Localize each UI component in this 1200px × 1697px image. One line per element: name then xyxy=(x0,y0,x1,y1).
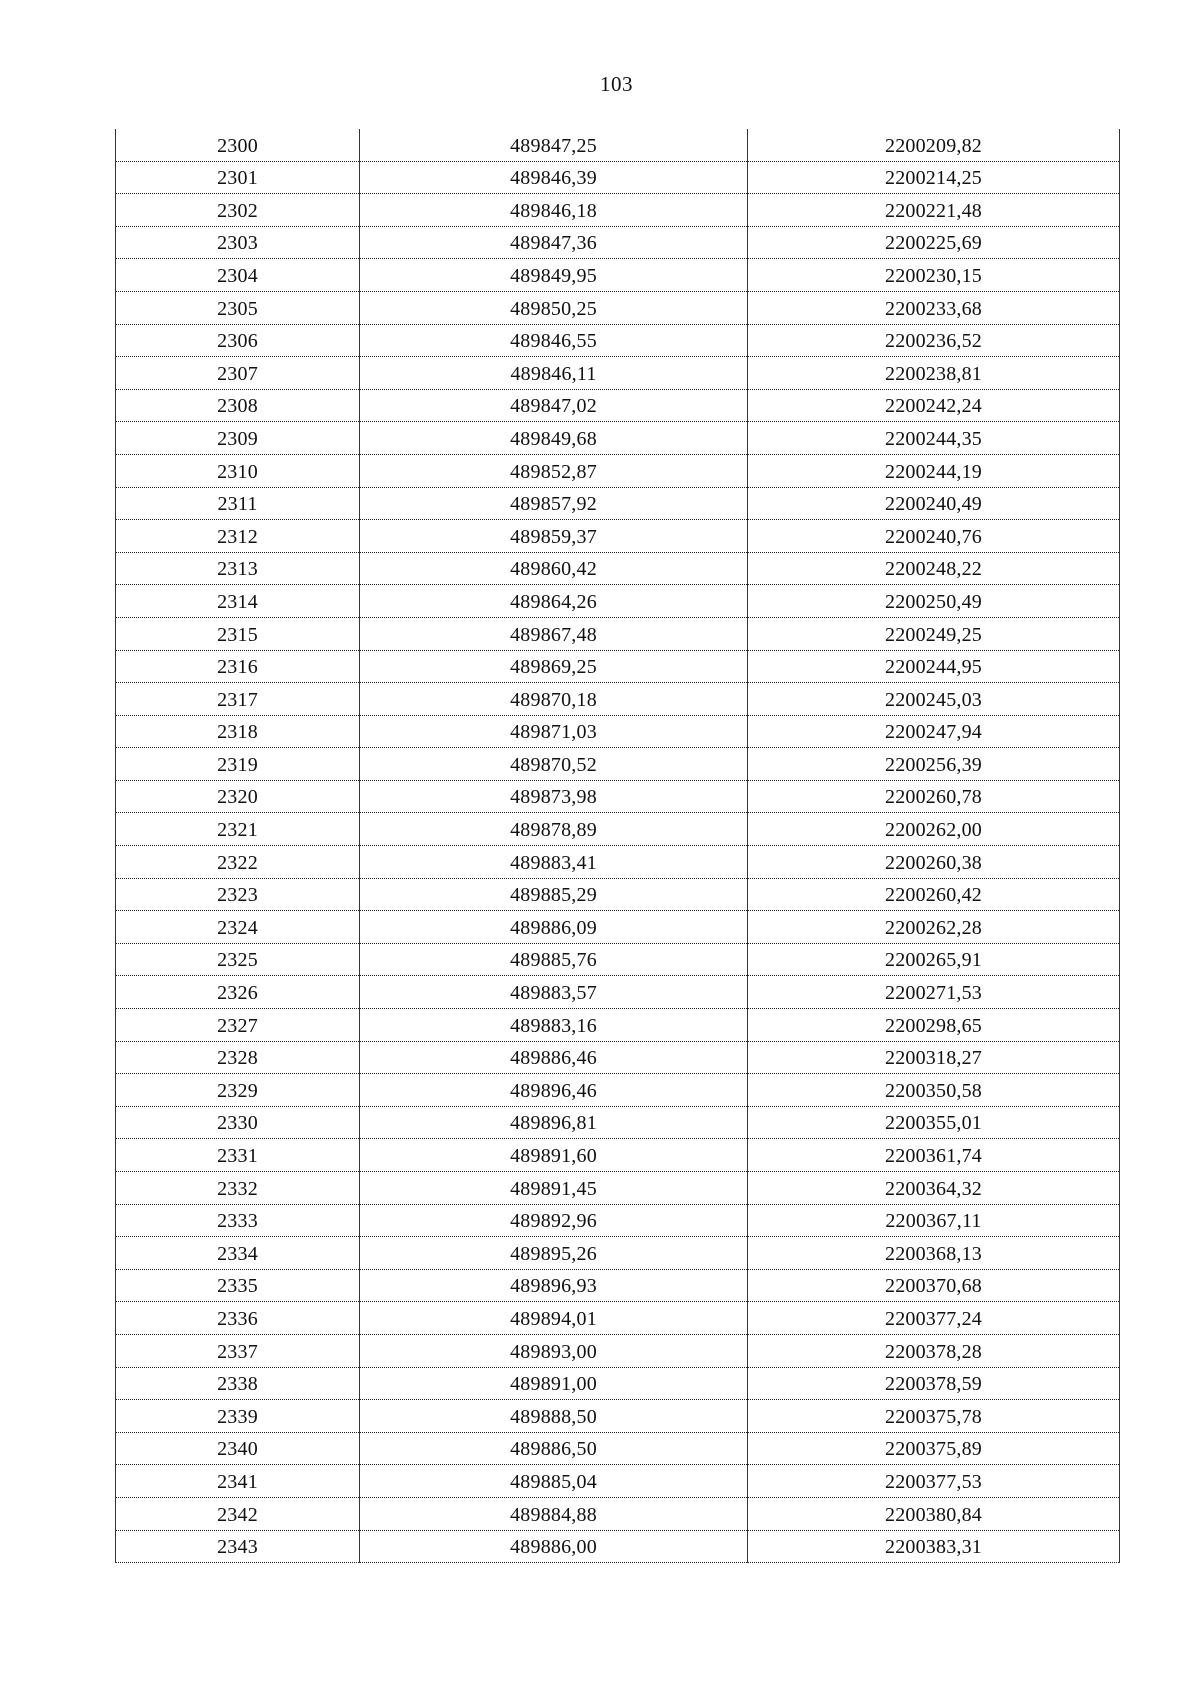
table-row xyxy=(116,454,1120,487)
y-coordinate-cell: 2200378,59 xyxy=(748,1367,1120,1400)
y-coordinate-cell: 2200249,25 xyxy=(748,617,1120,650)
point-number-cell: 2301 xyxy=(116,161,360,194)
x-coordinate-cell: 489878,89 xyxy=(360,813,748,846)
point-number-cell: 2331 xyxy=(116,1139,360,1172)
point-number-cell: 2330 xyxy=(116,1106,360,1139)
table-row xyxy=(116,1432,1120,1465)
x-coordinate-cell: 489850,25 xyxy=(360,291,748,324)
table-row xyxy=(116,161,1120,194)
y-coordinate-cell: 2200247,94 xyxy=(748,715,1120,748)
table-row xyxy=(116,259,1120,292)
x-coordinate-cell: 489896,93 xyxy=(360,1269,748,1302)
y-coordinate-cell: 2200375,89 xyxy=(748,1432,1120,1465)
y-coordinate-cell: 2200260,78 xyxy=(748,780,1120,813)
point-number-cell: 2324 xyxy=(116,911,360,944)
point-number-cell: 2341 xyxy=(116,1465,360,1498)
table-row xyxy=(116,813,1120,846)
point-number-cell: 2302 xyxy=(116,194,360,227)
table-row xyxy=(116,1074,1120,1107)
point-number-cell: 2329 xyxy=(116,1074,360,1107)
x-coordinate-cell: 489888,50 xyxy=(360,1400,748,1433)
y-coordinate-cell: 2200233,68 xyxy=(748,291,1120,324)
y-coordinate-cell: 2200244,95 xyxy=(748,650,1120,683)
x-coordinate-cell: 489860,42 xyxy=(360,552,748,585)
y-coordinate-cell: 2200380,84 xyxy=(748,1497,1120,1530)
x-coordinate-cell: 489891,45 xyxy=(360,1172,748,1205)
point-number-cell: 2332 xyxy=(116,1172,360,1205)
y-coordinate-cell: 2200383,31 xyxy=(748,1530,1120,1563)
x-coordinate-cell: 489886,50 xyxy=(360,1432,748,1465)
x-coordinate-cell: 489885,29 xyxy=(360,878,748,911)
point-number-cell: 2342 xyxy=(116,1497,360,1530)
y-coordinate-cell: 2200378,28 xyxy=(748,1334,1120,1367)
point-number-cell: 2306 xyxy=(116,324,360,357)
point-number-cell: 2303 xyxy=(116,226,360,259)
coordinates-table-body xyxy=(116,129,1120,1563)
x-coordinate-cell: 489891,00 xyxy=(360,1367,748,1400)
y-coordinate-cell: 2200244,35 xyxy=(748,422,1120,455)
y-coordinate-cell: 2200375,78 xyxy=(748,1400,1120,1433)
x-coordinate-cell: 489857,92 xyxy=(360,487,748,520)
table-row xyxy=(116,129,1120,161)
table-row xyxy=(116,1497,1120,1530)
y-coordinate-cell: 2200236,52 xyxy=(748,324,1120,357)
x-coordinate-cell: 489849,68 xyxy=(360,422,748,455)
table-row xyxy=(116,324,1120,357)
table-row xyxy=(116,1367,1120,1400)
x-coordinate-cell: 489893,00 xyxy=(360,1334,748,1367)
x-coordinate-cell: 489870,52 xyxy=(360,748,748,781)
x-coordinate-cell: 489871,03 xyxy=(360,715,748,748)
x-coordinate-cell: 489847,02 xyxy=(360,389,748,422)
point-number-cell: 2310 xyxy=(116,454,360,487)
table-row xyxy=(116,585,1120,618)
x-coordinate-cell: 489847,36 xyxy=(360,226,748,259)
point-number-cell: 2327 xyxy=(116,1009,360,1042)
x-coordinate-cell: 489892,96 xyxy=(360,1204,748,1237)
x-coordinate-cell: 489847,25 xyxy=(360,129,748,161)
table-row xyxy=(116,552,1120,585)
x-coordinate-cell: 489846,39 xyxy=(360,161,748,194)
table-row xyxy=(116,1106,1120,1139)
y-coordinate-cell: 2200240,49 xyxy=(748,487,1120,520)
x-coordinate-cell: 489846,11 xyxy=(360,357,748,390)
point-number-cell: 2304 xyxy=(116,259,360,292)
table-row xyxy=(116,1400,1120,1433)
table-row xyxy=(116,617,1120,650)
y-coordinate-cell: 2200262,28 xyxy=(748,911,1120,944)
point-number-cell: 2326 xyxy=(116,976,360,1009)
table-row xyxy=(116,846,1120,879)
x-coordinate-cell: 489849,95 xyxy=(360,259,748,292)
x-coordinate-cell: 489886,00 xyxy=(360,1530,748,1563)
point-number-cell: 2305 xyxy=(116,291,360,324)
table-row xyxy=(116,943,1120,976)
y-coordinate-cell: 2200256,39 xyxy=(748,748,1120,781)
point-number-cell: 2320 xyxy=(116,780,360,813)
table-row xyxy=(116,780,1120,813)
table-row xyxy=(116,1334,1120,1367)
table-row xyxy=(116,1041,1120,1074)
point-number-cell: 2333 xyxy=(116,1204,360,1237)
y-coordinate-cell: 2200260,42 xyxy=(748,878,1120,911)
table-row xyxy=(116,422,1120,455)
point-number-cell: 2323 xyxy=(116,878,360,911)
y-coordinate-cell: 2200221,48 xyxy=(748,194,1120,227)
x-coordinate-cell: 489867,48 xyxy=(360,617,748,650)
table-row xyxy=(116,1237,1120,1270)
point-number-cell: 2317 xyxy=(116,683,360,716)
table-row xyxy=(116,487,1120,520)
y-coordinate-cell: 2200262,00 xyxy=(748,813,1120,846)
table-row xyxy=(116,1204,1120,1237)
x-coordinate-cell: 489896,46 xyxy=(360,1074,748,1107)
x-coordinate-cell: 489894,01 xyxy=(360,1302,748,1335)
x-coordinate-cell: 489870,18 xyxy=(360,683,748,716)
point-number-cell: 2309 xyxy=(116,422,360,455)
table-row xyxy=(116,1009,1120,1042)
y-coordinate-cell: 2200240,76 xyxy=(748,520,1120,553)
point-number-cell: 2339 xyxy=(116,1400,360,1433)
x-coordinate-cell: 489846,55 xyxy=(360,324,748,357)
table-row xyxy=(116,1139,1120,1172)
table-row xyxy=(116,976,1120,1009)
point-number-cell: 2316 xyxy=(116,650,360,683)
x-coordinate-cell: 489869,25 xyxy=(360,650,748,683)
point-number-cell: 2321 xyxy=(116,813,360,846)
y-coordinate-cell: 2200209,82 xyxy=(748,129,1120,161)
table-row xyxy=(116,715,1120,748)
x-coordinate-cell: 489886,09 xyxy=(360,911,748,944)
x-coordinate-cell: 489873,98 xyxy=(360,780,748,813)
point-number-cell: 2307 xyxy=(116,357,360,390)
coordinates-table xyxy=(115,129,1120,1563)
x-coordinate-cell: 489885,04 xyxy=(360,1465,748,1498)
point-number-cell: 2308 xyxy=(116,389,360,422)
table-row xyxy=(116,650,1120,683)
table-row xyxy=(116,683,1120,716)
point-number-cell: 2318 xyxy=(116,715,360,748)
table-row xyxy=(116,520,1120,553)
point-number-cell: 2337 xyxy=(116,1334,360,1367)
x-coordinate-cell: 489864,26 xyxy=(360,585,748,618)
x-coordinate-cell: 489883,57 xyxy=(360,976,748,1009)
y-coordinate-cell: 2200355,01 xyxy=(748,1106,1120,1139)
point-number-cell: 2335 xyxy=(116,1269,360,1302)
table-row xyxy=(116,226,1120,259)
table-row xyxy=(116,1302,1120,1335)
y-coordinate-cell: 2200298,65 xyxy=(748,1009,1120,1042)
y-coordinate-cell: 2200370,68 xyxy=(748,1269,1120,1302)
table-row xyxy=(116,291,1120,324)
y-coordinate-cell: 2200238,81 xyxy=(748,357,1120,390)
point-number-cell: 2319 xyxy=(116,748,360,781)
point-number-cell: 2334 xyxy=(116,1237,360,1270)
x-coordinate-cell: 489883,41 xyxy=(360,846,748,879)
x-coordinate-cell: 489886,46 xyxy=(360,1041,748,1074)
table-row xyxy=(116,748,1120,781)
table-row xyxy=(116,389,1120,422)
x-coordinate-cell: 489883,16 xyxy=(360,1009,748,1042)
x-coordinate-cell: 489885,76 xyxy=(360,943,748,976)
y-coordinate-cell: 2200225,69 xyxy=(748,226,1120,259)
y-coordinate-cell: 2200377,53 xyxy=(748,1465,1120,1498)
point-number-cell: 2312 xyxy=(116,520,360,553)
point-number-cell: 2328 xyxy=(116,1041,360,1074)
y-coordinate-cell: 2200368,13 xyxy=(748,1237,1120,1270)
point-number-cell: 2322 xyxy=(116,846,360,879)
y-coordinate-cell: 2200244,19 xyxy=(748,454,1120,487)
point-number-cell: 2336 xyxy=(116,1302,360,1335)
table-row xyxy=(116,1465,1120,1498)
y-coordinate-cell: 2200350,58 xyxy=(748,1074,1120,1107)
y-coordinate-cell: 2200364,32 xyxy=(748,1172,1120,1205)
y-coordinate-cell: 2200214,25 xyxy=(748,161,1120,194)
page-number: 103 xyxy=(600,72,633,96)
y-coordinate-cell: 2200230,15 xyxy=(748,259,1120,292)
x-coordinate-cell: 489884,88 xyxy=(360,1497,748,1530)
table-row xyxy=(116,1172,1120,1205)
x-coordinate-cell: 489846,18 xyxy=(360,194,748,227)
table-row xyxy=(116,878,1120,911)
x-coordinate-cell: 489891,60 xyxy=(360,1139,748,1172)
y-coordinate-cell: 2200245,03 xyxy=(748,683,1120,716)
table-row xyxy=(116,1269,1120,1302)
table-row xyxy=(116,194,1120,227)
y-coordinate-cell: 2200271,53 xyxy=(748,976,1120,1009)
y-coordinate-cell: 2200361,74 xyxy=(748,1139,1120,1172)
table-row xyxy=(116,911,1120,944)
point-number-cell: 2315 xyxy=(116,617,360,650)
y-coordinate-cell: 2200265,91 xyxy=(748,943,1120,976)
point-number-cell: 2325 xyxy=(116,943,360,976)
y-coordinate-cell: 2200250,49 xyxy=(748,585,1120,618)
point-number-cell: 2300 xyxy=(116,129,360,161)
x-coordinate-cell: 489859,37 xyxy=(360,520,748,553)
table-row xyxy=(116,357,1120,390)
point-number-cell: 2314 xyxy=(116,585,360,618)
point-number-cell: 2311 xyxy=(116,487,360,520)
point-number-cell: 2343 xyxy=(116,1530,360,1563)
point-number-cell: 2338 xyxy=(116,1367,360,1400)
y-coordinate-cell: 2200367,11 xyxy=(748,1204,1120,1237)
y-coordinate-cell: 2200377,24 xyxy=(748,1302,1120,1335)
y-coordinate-cell: 2200248,22 xyxy=(748,552,1120,585)
y-coordinate-cell: 2200318,27 xyxy=(748,1041,1120,1074)
y-coordinate-cell: 2200260,38 xyxy=(748,846,1120,879)
point-number-cell: 2313 xyxy=(116,552,360,585)
y-coordinate-cell: 2200242,24 xyxy=(748,389,1120,422)
table-row xyxy=(116,1530,1120,1563)
point-number-cell: 2340 xyxy=(116,1432,360,1465)
x-coordinate-cell: 489852,87 xyxy=(360,454,748,487)
x-coordinate-cell: 489896,81 xyxy=(360,1106,748,1139)
x-coordinate-cell: 489895,26 xyxy=(360,1237,748,1270)
